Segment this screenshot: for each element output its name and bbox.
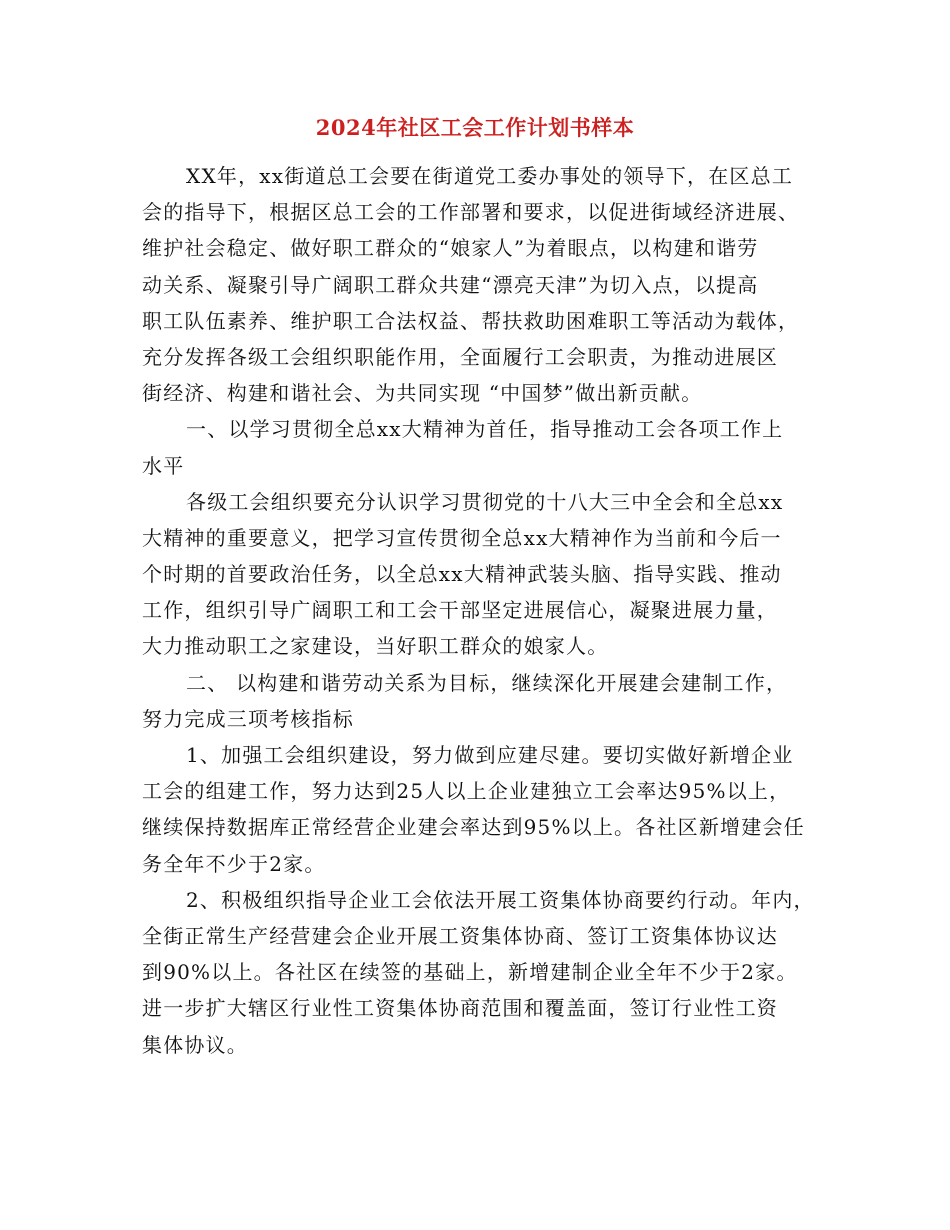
paragraph-line: XX年，xx街道总工会要在街道党工委办事处的领导下，在区总工 — [186, 164, 794, 188]
section-heading-line: 二、 以构建和谐劳动关系为目标，继续深化开展建会建制工作， — [186, 670, 788, 695]
paragraph-line: 职工队伍素养、维护职工合法权益、帮扶救助困难职工等活动为载体， — [142, 308, 800, 333]
paragraph-line: 维护社会稳定、做好职工群众的“娘家人”为着眼点，以构建和谐劳 — [142, 236, 759, 261]
paragraph-line: 1、加强工会组织建设，努力做到应建尽建。要切实做好新增企业 — [186, 743, 794, 767]
paragraph-line: 到90%以上。各社区在续签的基础上，新增建制企业全年不少于2家。 — [142, 960, 798, 985]
paragraph-line: 充分发挥各级工会组织职能作用，全面履行工会职责，为推动进展区 — [142, 344, 778, 369]
paragraph-line: 务全年不少于2家。 — [142, 851, 326, 876]
paragraph-line: 个时期的首要政治任务，以全总xx大精神武装头脑、指导实践、推动 — [142, 562, 782, 587]
document-body — [142, 158, 815, 1063]
paragraph-line: 2、积极组织指导企业工会依法开展工资集体协商要约行动。年内， — [186, 887, 815, 912]
section-heading-line: 一、以学习贯彻全总xx大精神为首任，指导推动工会各项工作上 — [186, 417, 784, 442]
paragraph-line: 进一步扩大辖区行业性工资集体协商范围和覆盖面，签订行业性工资 — [142, 996, 778, 1021]
paragraph-line: 集体协议。 — [142, 1032, 248, 1057]
paragraph-line: 各级工会组织要充分认识学习贯彻党的十八大三中全会和全总xx — [186, 489, 784, 514]
paragraph-line: 街经济、构建和谐社会、为共同实现 “中国梦”做出新贡献。 — [142, 381, 703, 406]
document-title: 2024年社区工会工作计划书样本 — [315, 115, 635, 140]
paragraph-line: 大精神的重要意义，把学习宣传贯彻全总xx大精神作为当前和今后一 — [142, 525, 782, 550]
paragraph-line: 会的指导下，根据区总工会的工作部署和要求，以促进街域经济进展、 — [142, 200, 800, 225]
paragraph-line: 全街正常生产经营建会企业开展工资集体协商、签订工资集体协议达 — [142, 923, 778, 948]
section-heading-line: 水平 — [142, 453, 185, 478]
paragraph-line: 动关系、凝聚引导广阔职工群众共建“漂亮天津”为切入点，以提高 — [142, 272, 759, 297]
paragraph-line: 工作，组织引导广阔职工和工会干部坚定进展信心，凝聚进展力量， — [142, 598, 778, 623]
paragraph-line: 继续保持数据库正常经营企业建会率达到95%以上。各社区新增建会任 — [142, 815, 805, 840]
section-heading-line: 努力完成三项考核指标 — [142, 706, 354, 731]
paragraph-line: 工会的组建工作，努力达到25人以上企业建独立工会率达95%以上， — [142, 779, 791, 804]
paragraph-line: 大力推动职工之家建设，当好职工群众的娘家人。 — [142, 634, 609, 659]
